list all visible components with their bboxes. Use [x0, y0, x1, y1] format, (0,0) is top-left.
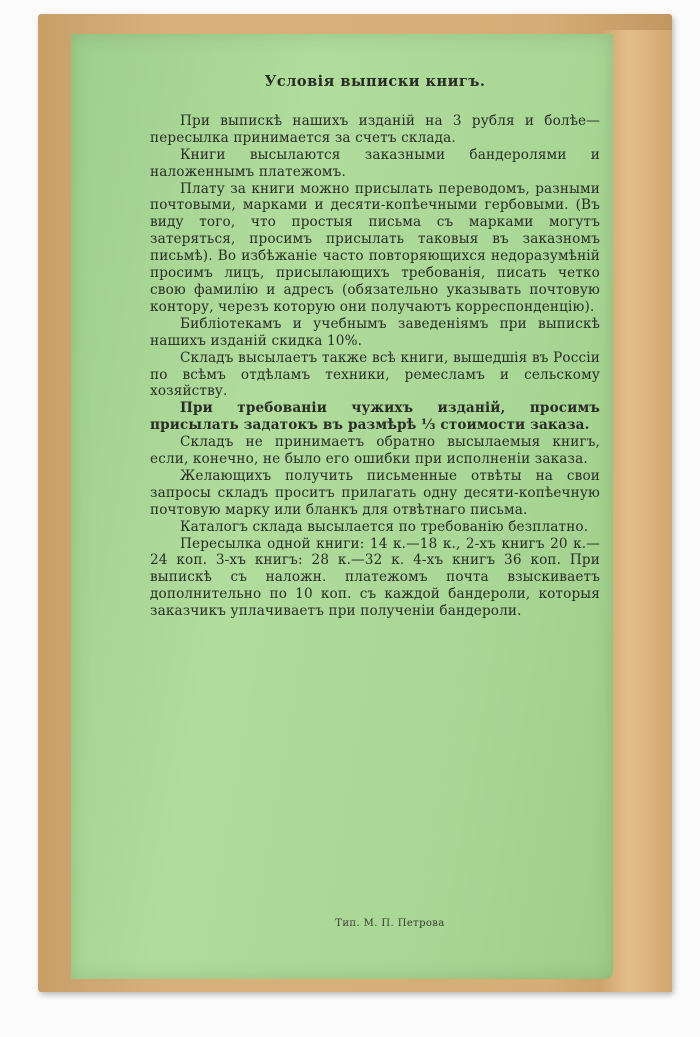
paragraph-registered-mail: Книги высылаются заказными бандеролями и наложеннымъ платежомъ.: [150, 146, 600, 180]
paragraph-postage-rates: Пересылка одной книги: 14 к.—18 к., 2-хъ книгъ 20 к.—24 коп. 3-хъ книгъ: 28 к.—32 к. 4-хъ книгъ 36 коп. При выпискѣ съ наложн. платежомъ почта взыскиваетъ дополнительно по 10 коп. съ каждой бандероли, которыя заказчикъ уплачиваетъ при полученіи бандероли.: [150, 535, 600, 620]
paragraph-discount: Библіотекамъ и учебнымъ заведеніямъ при выпискѣ нашихъ изданій скидка 10%.: [150, 315, 600, 349]
document-title: Условія выписки книгъ.: [264, 73, 486, 90]
paragraph-returns: Складъ не принимаетъ обратно высылаемыя книгъ, если, конечно, не было его ошибки при исполненіи заказа.: [150, 434, 600, 468]
paragraph-written-replies: Желающихъ получить письменные отвѣты на свои запросы складъ проситъ прилагать одну десяти-копѣечную почтовую марку или бланкъ для отвѣтнаго письма.: [150, 467, 600, 518]
paragraph-other-books: Складъ высылаетъ также всѣ книги, вышедшія въ Россіи по всѣмъ отдѣламъ техники, ремесламъ и сельскому хозяйству.: [150, 349, 600, 400]
printer-imprint: Тип. М. П. Петрова: [335, 918, 445, 929]
paragraph-catalog: Каталогъ склада высылается по требованію безплатно.: [180, 518, 589, 535]
paragraph-shipping: При выпискѣ нашихъ изданій на 3 рубля и болѣе—пересылка принимается за счетъ склада.: [150, 112, 600, 146]
paragraph-payment: Плату за книги можно присылать переводомъ, разными почтовыми, марками и десяти-копѣечными гербовыми. (Въ виду того, что простыя письма съ марками могутъ затеряться, просимъ присылать таковыя въ заказномъ письмѣ). Во избѣжаніе часто повторяющихся недоразумѣній просимъ лицъ, присылающихъ требованія, писать четко свою фамилію и адресъ (обязательно указывать почтовую контору, черезъ которую они получаютъ корреспонденцію).: [150, 180, 600, 315]
paragraph-deposit: При требованіи чужихъ изданій, просимъ присылать задатокъ въ размѣрѣ ⅓ стоимости заказа.: [150, 400, 600, 434]
document-body: [150, 74, 600, 844]
